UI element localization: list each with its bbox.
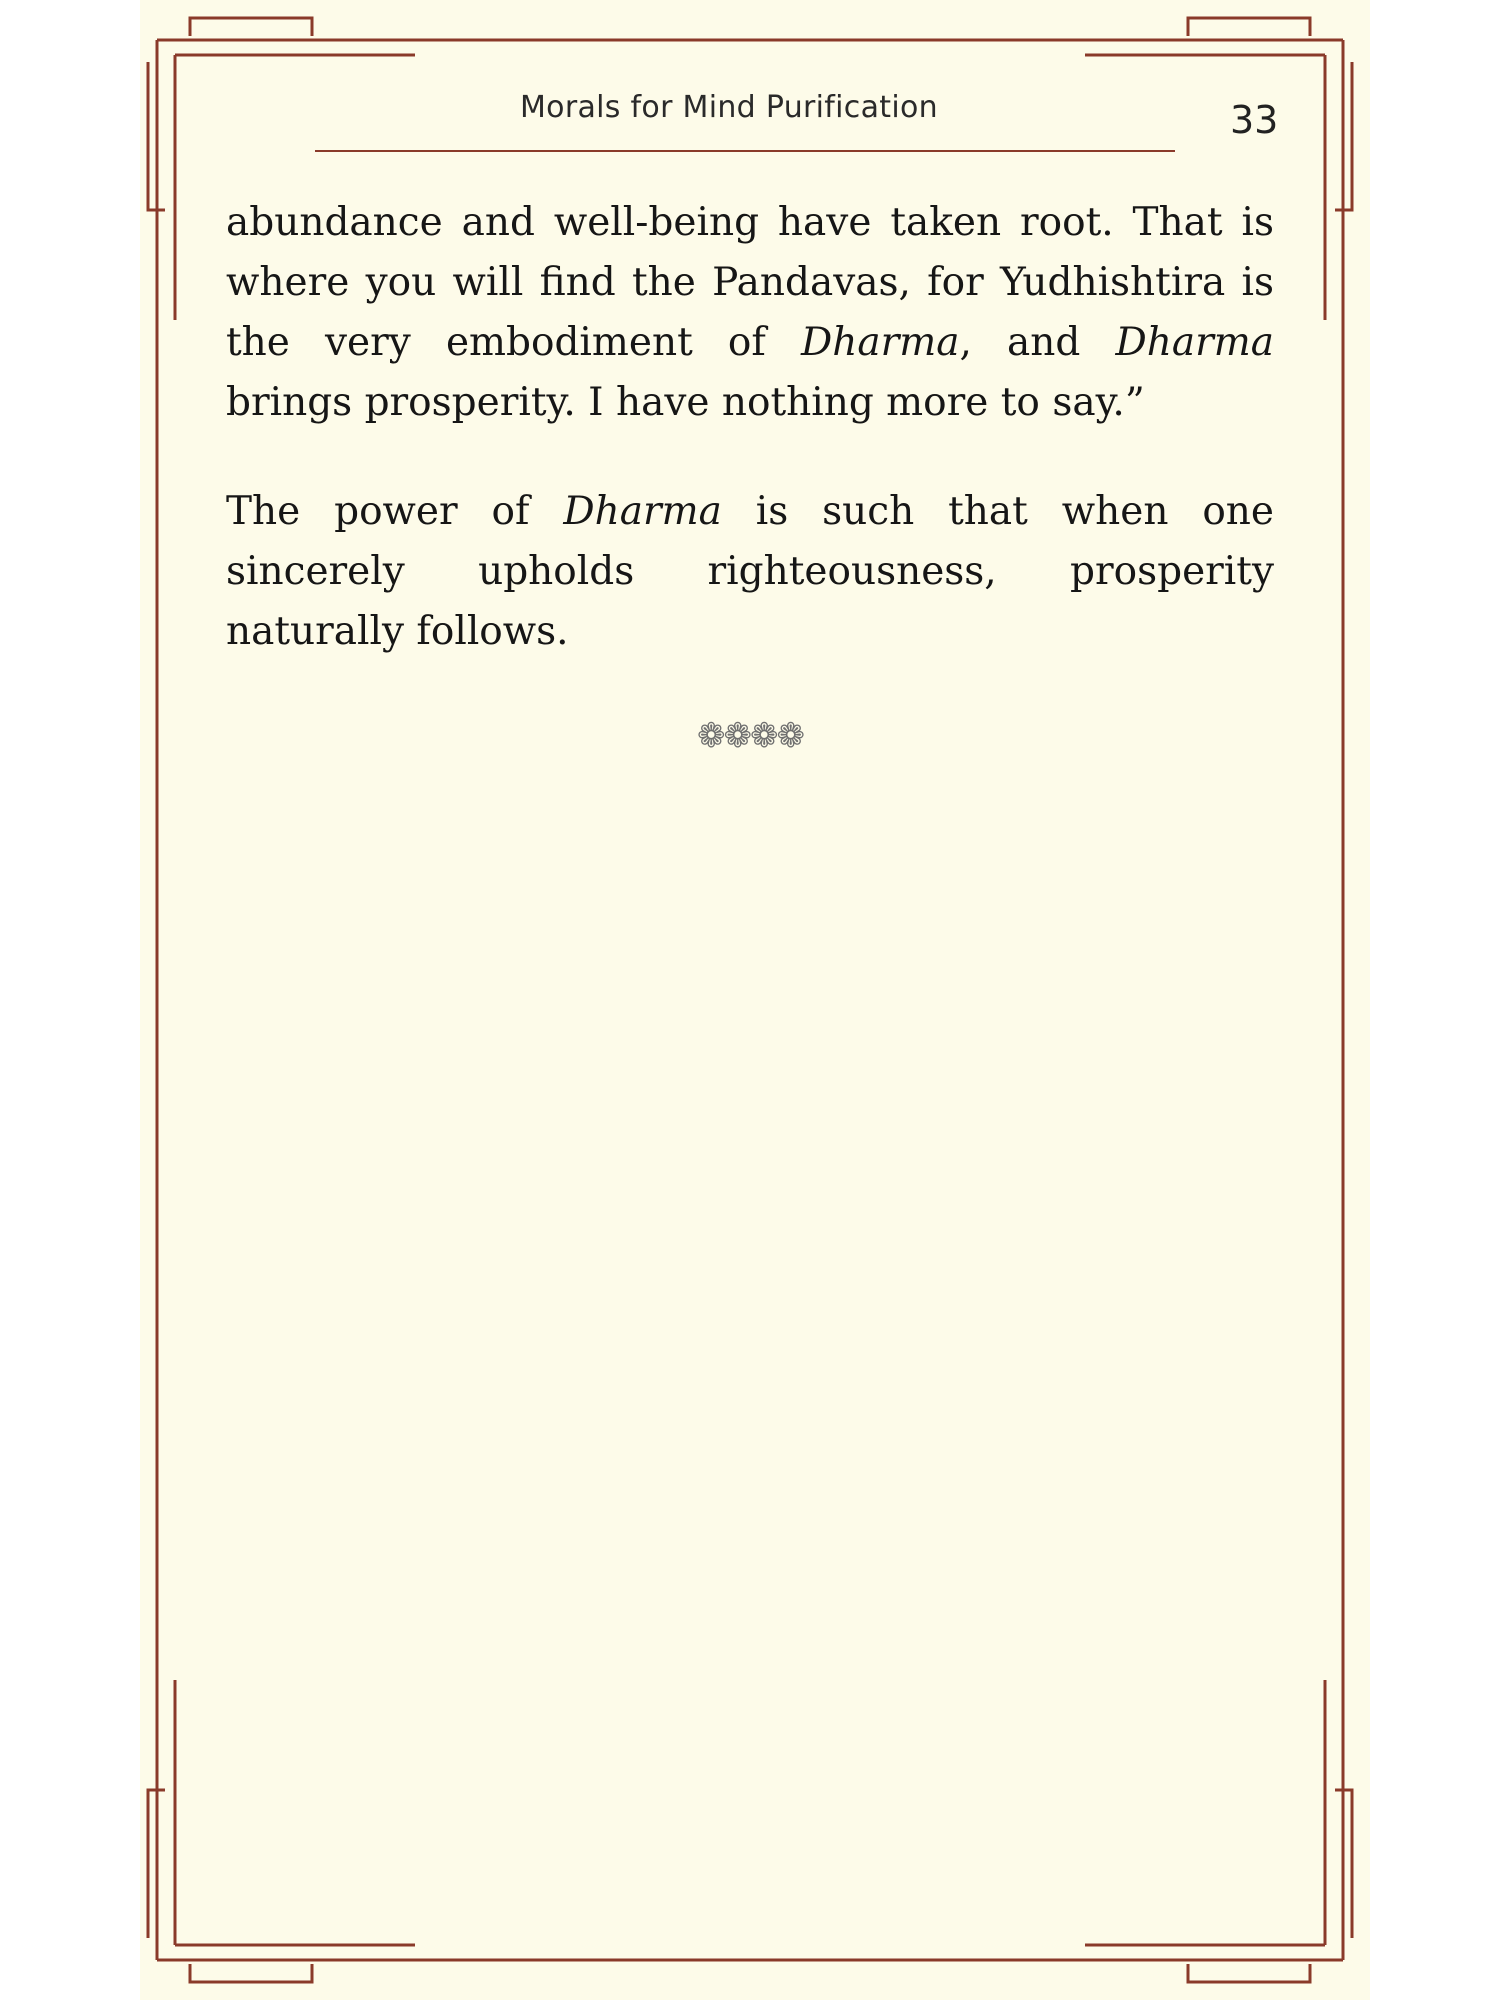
text-run: brings prosperity. I have nothing more to say.” <box>226 380 1145 425</box>
text-run: is such that when one sincerely upholds righteousness, prosperity naturally follows. <box>226 489 1274 654</box>
italic-term: Dharma <box>1115 320 1274 365</box>
paragraph <box>226 193 1274 433</box>
italic-term: Dharma <box>800 320 960 365</box>
header-rule <box>315 150 1175 152</box>
running-header-title: Morals for Mind Purification <box>520 90 938 125</box>
text-run: , and <box>959 320 1116 365</box>
paragraph <box>226 482 1274 662</box>
text-run: abundance and well-being have taken root. That is where you will find the Pandavas, for Yudhishtira is the very embodiment of <box>226 200 1274 365</box>
section-separator-ornament: ❁❁❁❁ <box>697 716 803 756</box>
italic-term: Dharma <box>563 489 722 534</box>
text-run: The power of <box>226 489 564 534</box>
page-number: 33 <box>1230 98 1279 142</box>
